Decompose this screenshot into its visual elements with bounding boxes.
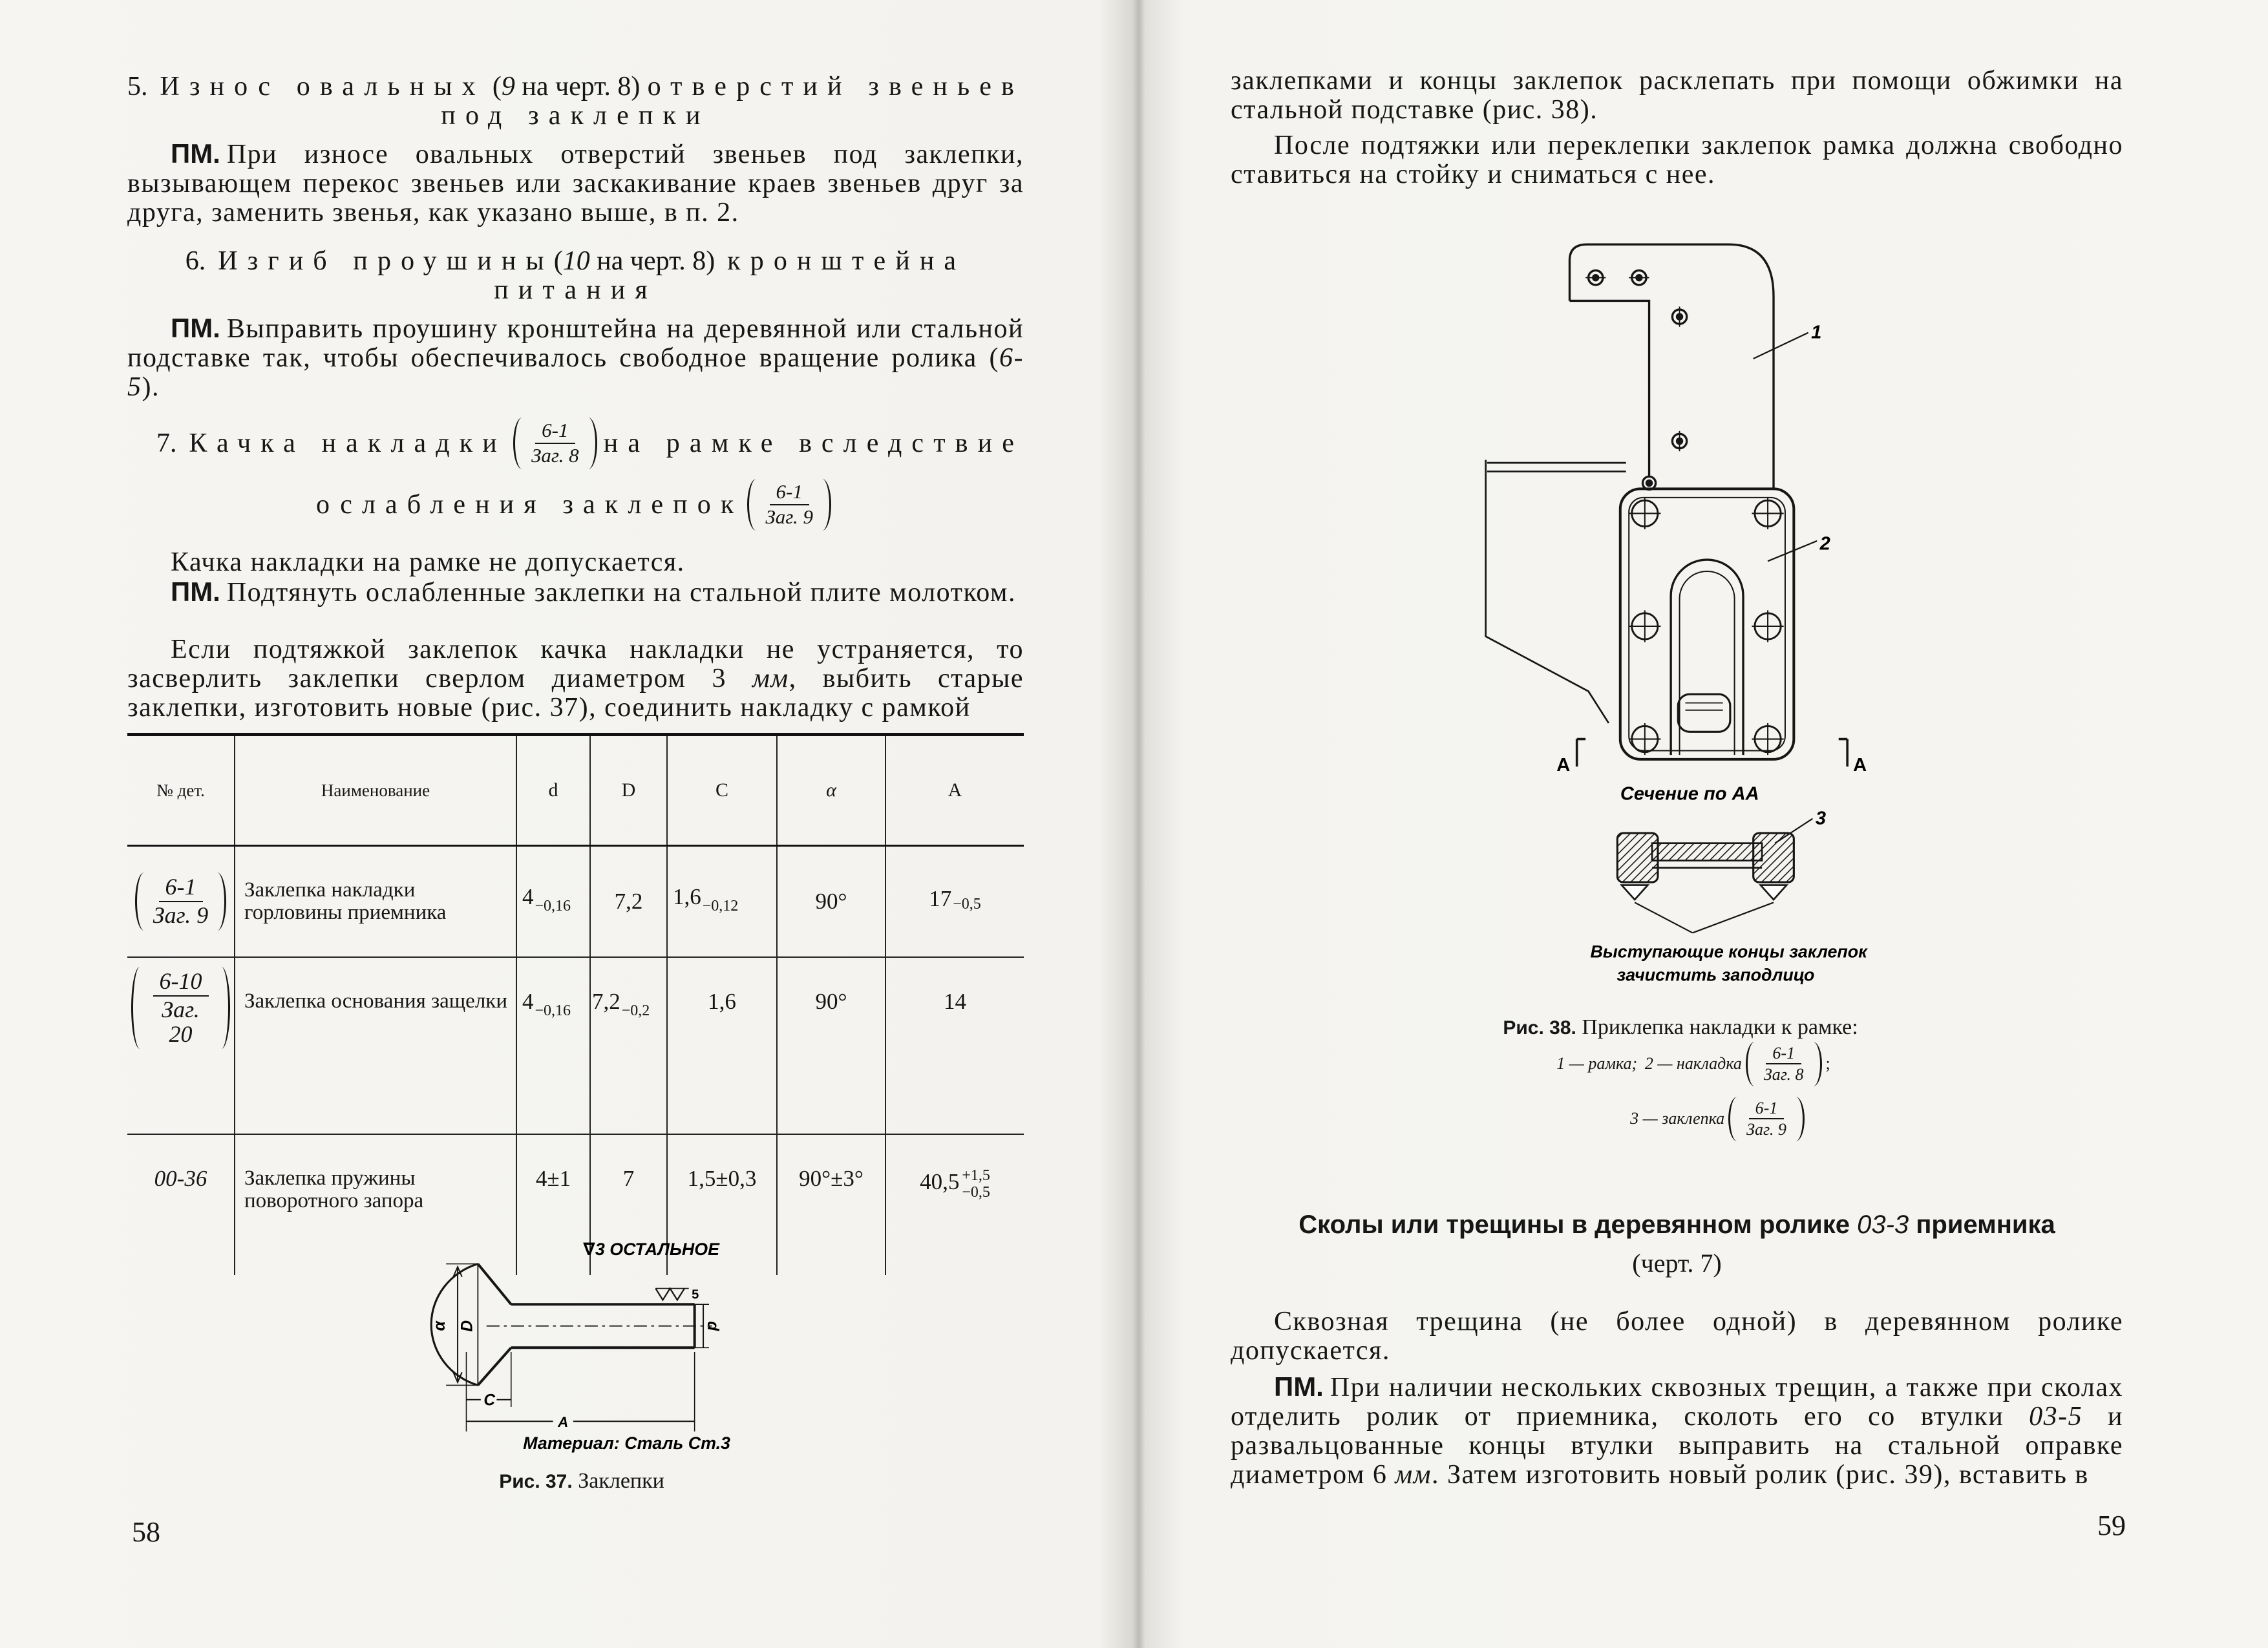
paragraph-text: После подтяжки или переклепки заклепок рамка должна свободно ставиться на стойку и сниматься с нее. [1231, 131, 2123, 189]
value-main: 40,5 [920, 1169, 960, 1195]
cell-A [885, 846, 1024, 958]
unit-text: мм [752, 664, 789, 693]
section-number: 5. [127, 72, 148, 101]
paren-right [588, 417, 597, 469]
section-6-pm-paragraph [127, 313, 1024, 402]
section-7-pm-paragraph [127, 577, 1024, 607]
cell-part-number: 00-36 [154, 1166, 207, 1191]
pm-label: ПМ. [171, 313, 220, 343]
table-row [127, 957, 1024, 1134]
header-part-number: № дет. [127, 735, 235, 846]
pm-text: Подтянуть ослабленные заклепки на стальной плите молотком. [226, 578, 1017, 607]
value-tolerance: −0,2 [621, 1002, 650, 1019]
pm-text-end: . Затем изготовить новый ролик (рис. 39), вставить в [1431, 1460, 2089, 1490]
paren-left [747, 479, 756, 530]
pm-text: Выправить проушину кронштейна на деревянной или стальной подставке так, чтобы обеспечивалось свободное вращение ролика ( [127, 314, 1024, 373]
fraction-part-ref [135, 872, 226, 931]
caption-label: Рис. 37. [499, 1471, 573, 1492]
paren-right [822, 479, 831, 530]
fraction-denominator: Заг. 9 [153, 902, 209, 928]
cell-A [885, 1134, 1024, 1275]
section-heading-roller [1231, 1210, 2123, 1240]
fraction-denominator: Заг. 8 [1763, 1065, 1804, 1084]
ref-open: ( [553, 246, 563, 276]
paragraph-text: заклепками и концы заклепок расклепать при помощи обжимки на стальной подставке (рис. 38). [1231, 66, 2123, 125]
value-main: 17 [929, 886, 952, 911]
fraction-part-ref [747, 479, 831, 530]
cell-C: 1,5±0,3 [667, 1134, 777, 1275]
value-tolerance: −0,12 [702, 898, 739, 914]
legend-item-frame: 1 — рамка; [1556, 1054, 1638, 1073]
paren-right [1796, 1097, 1805, 1141]
figure-38-caption [1422, 1015, 1939, 1041]
pm-label: ПМ. [1274, 1371, 1324, 1402]
value-main: 1,6 [673, 884, 701, 909]
legend-item-rivet: 3 — заклепка [1630, 1109, 1725, 1128]
value-tolerance: −0,16 [535, 1002, 571, 1019]
table-header-row [127, 735, 1024, 846]
section-7-heading [156, 414, 1024, 473]
fraction-part-ref [513, 417, 597, 469]
paren-left [135, 872, 144, 931]
legend-separator: ; [1825, 1054, 1830, 1073]
section-number: 7. [156, 428, 177, 458]
cell-C: 1,6 [667, 957, 777, 1134]
paren-right [221, 967, 230, 1049]
ref-number: 9 [501, 72, 515, 101]
paren-left [131, 967, 140, 1049]
value-tolerance-stack [962, 1167, 990, 1201]
header-C: C [667, 735, 777, 846]
frame-outline [1569, 244, 1774, 489]
caption-text: Приклепка накладки к рамке: [1582, 1015, 1858, 1039]
header-d: d [516, 735, 590, 846]
ref-text: на черт. 8) [597, 246, 715, 276]
cell-D: 7 [590, 1134, 667, 1275]
section-5-ref [493, 72, 641, 101]
label-C: C [483, 1391, 496, 1410]
figure-37-rivet-drawing [405, 1229, 767, 1475]
caption-label: Рис. 38. [1503, 1017, 1576, 1039]
roughness-note: ∇3 ОСТАЛЬНОЕ [583, 1240, 719, 1260]
legend-item-plate: 2 — накладка [1644, 1054, 1742, 1073]
section-rivet-right [1754, 833, 1794, 882]
pm-text: При износе овальных отверстий звеньев под заклепки, вызывающем перекос звеньев или заскакивание краев звеньев друг за друга, заменить звенья, как указано выше, в п. 2. [127, 140, 1024, 227]
page-number-left: 58 [132, 1516, 160, 1548]
fraction-numerator: 6-1 [159, 875, 203, 902]
label-d: d [703, 1321, 721, 1331]
paren-left [513, 417, 522, 469]
ref-open: ( [492, 72, 502, 101]
pm-label: ПМ. [171, 576, 220, 607]
section-title: Качка накладки [189, 428, 507, 458]
cell-name: Заклепка пружины поворотного запора [235, 1134, 516, 1275]
value-tolerance: −0,5 [953, 896, 981, 913]
label-1-frame: 1 [1811, 322, 1822, 343]
fraction-numerator: 6-1 [770, 481, 809, 505]
section-5-heading [127, 72, 1024, 101]
paragraph-text-end: , выбить старые заклепки, изготовить новые (рис. 37), соединить накладку с рамкой [127, 664, 1024, 723]
fraction-denominator: Заг. 9 [1746, 1120, 1786, 1139]
section-title: Износ овальных [160, 72, 485, 101]
frame-rivets [1585, 270, 1687, 451]
heading-sub: (черт. 7) [1632, 1249, 1722, 1278]
cell-D: 7,2 [590, 846, 667, 958]
pm-label: ПМ. [171, 138, 220, 169]
figure-38-legend-line1 [1487, 1042, 1900, 1086]
cell-d: 4±1 [516, 1134, 590, 1275]
paragraph-pm-roller [1231, 1372, 2123, 1490]
fraction-numerator: 6-1 [1749, 1099, 1785, 1119]
value-main: 4 [522, 989, 534, 1014]
section-title-end: питания [494, 275, 657, 305]
section-5-pm-paragraph [127, 139, 1024, 227]
heading-text-end: приемника [1909, 1210, 2055, 1239]
ref-text: на черт. 8) [522, 72, 641, 101]
figure-37-caption [420, 1468, 743, 1495]
paren-right [217, 872, 226, 931]
section-5-title-a [127, 72, 485, 101]
plate-handle [1678, 694, 1730, 732]
section-6-heading-line2 [127, 276, 1024, 305]
paren-right [1813, 1042, 1822, 1086]
section-plate [1652, 843, 1762, 861]
value-tolerance-upper: +1,5 [962, 1167, 990, 1184]
section-number: 6. [185, 246, 206, 276]
section-title-cont: отверстий звеньев [647, 72, 1024, 101]
material-note: Материал: Сталь Ст.3 [523, 1433, 730, 1453]
pm-text: При наличии нескольких сквозных трещин, а также при сколах отделить ролик от приемника, сколоть его со втулки [1231, 1373, 2123, 1431]
label-alpha: α [430, 1321, 449, 1331]
paragraph-frame-fit [1231, 131, 2123, 189]
section-title-end: ослабления заклепок [316, 489, 744, 520]
page-number-right: 59 [2097, 1510, 2126, 1541]
fraction-numerator: 6-10 [153, 969, 209, 997]
cell-name: Заклепка основания защелки [235, 957, 516, 1134]
cell-d [516, 957, 590, 1134]
fraction-numerator: 6-1 [1766, 1044, 1801, 1064]
fraction-numerator: 6-1 [535, 420, 575, 444]
pm-part-ref: 03-5 [2029, 1402, 2083, 1431]
paren-left [1746, 1042, 1755, 1086]
statement-text: Качка накладки на рамке не допускается. [171, 547, 685, 577]
header-D: D [590, 735, 667, 846]
section-7-heading-line2 [127, 474, 1024, 536]
fraction-part-ref [131, 967, 230, 1049]
cell-alpha: 90° [777, 846, 885, 958]
paragraph-crack [1231, 1307, 2123, 1366]
value-tolerance-lower: −0,5 [962, 1184, 990, 1201]
section-mark-left: А [1556, 754, 1571, 776]
cell-part-number [127, 957, 235, 1134]
section-title-cont: кронштейна [727, 246, 966, 276]
cell-C [667, 846, 777, 958]
paren-left [1728, 1097, 1737, 1141]
cell-d [516, 846, 590, 958]
cell-part-number [127, 846, 235, 958]
table-row [127, 846, 1024, 958]
label-A: A [558, 1414, 569, 1431]
paragraph-text: Если подтяжкой заклепок качка накладки не устраняется, то засверлить заклепки сверлом диаметром 3 [127, 635, 1024, 693]
section-6-heading [127, 247, 1024, 276]
section-heading-subref [1231, 1249, 2123, 1278]
roughness-local-value: 5 [692, 1287, 699, 1302]
section-7-title-a [156, 429, 507, 458]
label-D: D [458, 1320, 476, 1332]
cell-A: 14 [885, 957, 1024, 1134]
rivet-note-line2: зачистить заподлицо [1616, 965, 1815, 985]
value-tolerance: −0,16 [535, 898, 571, 914]
section-title: Изгиб проушины [218, 246, 554, 276]
unit-text: мм [1395, 1460, 1432, 1490]
value-main: 7,2 [592, 989, 620, 1014]
fraction-denominator: Заг. 20 [162, 996, 200, 1047]
section-title-cont: на рамке вследствие [603, 428, 1024, 458]
caption-text: Заклепки [578, 1469, 664, 1493]
label-2-plate: 2 [1819, 533, 1830, 555]
pm-text-cont: и развальцованные концы втулки выправить на стальной оправке диаметром 6 [1231, 1402, 2123, 1490]
header-name: Наименование [235, 735, 516, 846]
ref-number: 10 [562, 246, 590, 276]
cell-name: Заклепка накладки горловины приемника [235, 846, 516, 958]
section-7-paragraph [127, 635, 1024, 723]
header-alpha: α [777, 735, 885, 846]
fraction-denominator: Заг. 8 [531, 444, 579, 467]
cell-alpha: 90°±3° [777, 1134, 885, 1275]
section-rivet-left [1617, 833, 1658, 882]
header-A: A [885, 735, 1024, 846]
section-5-heading-line2 [127, 101, 1024, 131]
fraction-part-ref [1728, 1097, 1805, 1141]
pm-ref: 6-5 [127, 343, 1024, 402]
figure-38-frame-drawing [1476, 231, 1895, 991]
figure-38-legend-line2 [1538, 1097, 1900, 1141]
section-mark-right: А [1853, 754, 1867, 776]
fraction-denominator: Заг. 9 [765, 505, 813, 528]
cell-D [590, 957, 667, 1134]
paragraph-text: Сквозная трещина (не более одной) в деревянном ролике допускается. [1231, 1307, 2123, 1366]
plate-rivet-holes [1629, 498, 1783, 755]
value-main: 4 [522, 884, 534, 909]
pm-text-end: ). [142, 372, 160, 402]
section-title-end: под заклепки [441, 101, 710, 131]
cell-alpha: 90° [777, 957, 885, 1134]
paragraph-continuation [1231, 67, 2123, 125]
label-3-rivet: 3 [1815, 808, 1827, 829]
heading-text: Сколы или трещины в деревянном ролике [1298, 1210, 1858, 1239]
fraction-part-ref [1746, 1042, 1822, 1086]
section-7-statement [127, 548, 1024, 577]
heading-part-ref: 03-3 [1857, 1210, 1909, 1239]
section-title: Сечение по АА [1620, 783, 1759, 805]
rivet-note-line1: Выступающие концы заклепок [1590, 942, 1867, 962]
rivet-table [127, 733, 1024, 1275]
